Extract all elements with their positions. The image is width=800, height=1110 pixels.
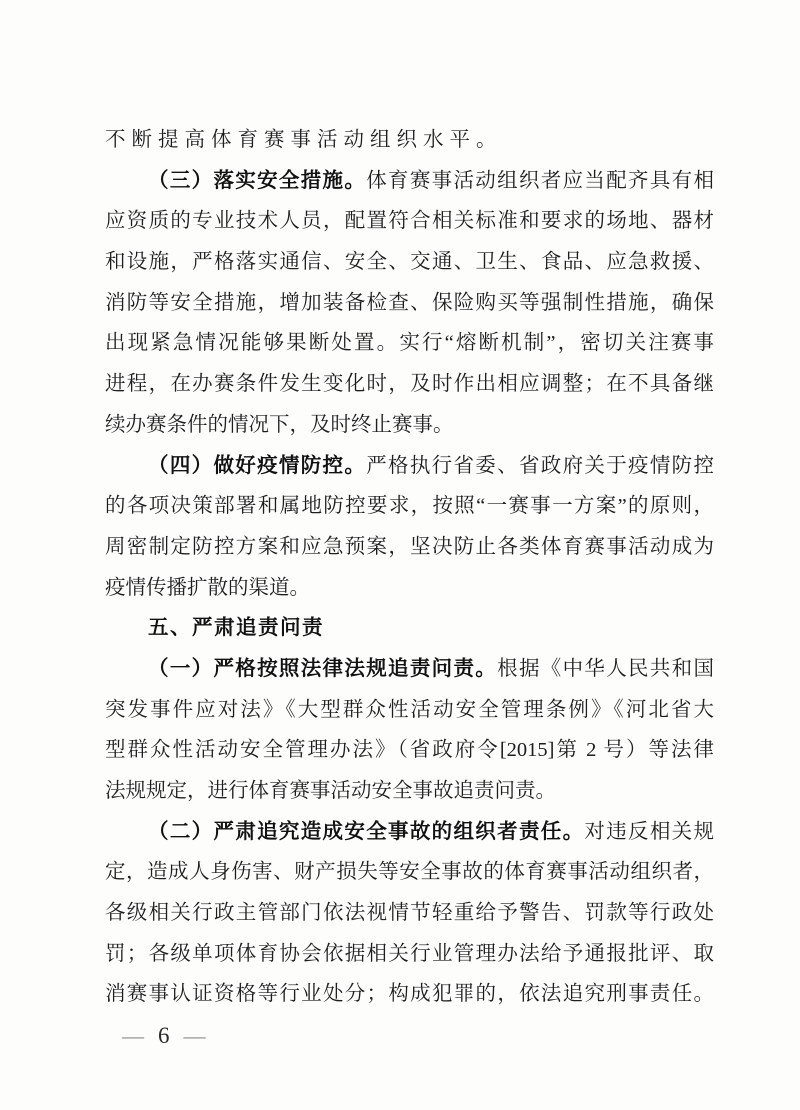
text-run: 消防等安全措施，增加装备检查、保险购买等强制性措施，确保 (105, 291, 714, 314)
page-number: 6 (158, 1023, 170, 1048)
text-line (105, 161, 714, 202)
text-line (105, 812, 714, 853)
bold-text-run: （一）严格按照法律法规追责问责。 (148, 657, 498, 680)
text-line (105, 527, 714, 568)
text-run: 根据《中华人民共和国 (497, 657, 714, 680)
text-run: 法规规定，进行体育赛事活动安全事故追责问责。 (105, 780, 556, 802)
bold-text-run: （四）做好疫情防控。 (148, 454, 367, 477)
footer-dash-right: — (183, 1023, 206, 1048)
text-line (105, 649, 714, 690)
text-run: 出现紧急情况能够果断处置。实行“熔断机制”，密切关注赛事 (105, 332, 714, 355)
text-line (105, 364, 714, 405)
text-line (105, 446, 714, 487)
text-run: 和设施，严格落实通信、安全、交通、卫生、食品、应急救援、 (105, 251, 714, 274)
text-line (105, 852, 714, 893)
text-run: 体育赛事活动组织者应当配齐具有相 (366, 169, 714, 192)
text-run: 突发事件应对法》《大型群众性活动安全管理条例》《河北省大 (105, 698, 714, 721)
text-line (105, 771, 714, 812)
text-line (105, 323, 714, 364)
footer-dash-left: — (122, 1023, 144, 1048)
text-line (105, 893, 714, 934)
text-line (105, 242, 714, 283)
text-line (105, 283, 714, 324)
text-run: 对违反相关规 (584, 820, 714, 843)
text-run: 严格执行省委、省政府关于疫情防控 (366, 454, 714, 477)
text-run: 进程，在办赛条件发生变化时，及时作出相应调整；在不具备继 (105, 373, 714, 396)
text-line (105, 405, 714, 446)
bold-text-run: 五、严肃追责问责 (148, 616, 324, 640)
text-line (105, 568, 714, 609)
text-run: 续办赛条件的情况下，及时终止赛事。 (105, 413, 454, 436)
document-lines (105, 120, 714, 1015)
text-run: 周密制定防控方案和应急预案，坚决防止各类体育赛事活动成为 (105, 535, 714, 558)
text-run: 不断提高体育赛事活动组织水平。 (105, 129, 503, 151)
text-line (105, 730, 714, 771)
text-run: 消赛事认证资格等行业处分；构成犯罪的，依法追究刑事责任。 (105, 983, 714, 1006)
page-footer (122, 1020, 206, 1052)
text-run: 各级相关行政主管部门依法视情节轻重给予警告、罚款等行政处 (105, 902, 714, 925)
bold-text-run: （二）严肃追究造成安全事故的组织者责任。 (148, 820, 585, 843)
text-line (105, 934, 714, 975)
text-run: 疫情传播扩散的渠道。 (105, 576, 310, 599)
text-line (105, 690, 714, 731)
text-line (105, 201, 714, 242)
text-run: 罚；各级单项体育协会依据相关行业管理办法给予通报批评、取 (105, 942, 714, 965)
section-heading (105, 608, 714, 649)
text-line (105, 120, 714, 161)
text-line (105, 974, 714, 1015)
text-run: 型群众性活动安全管理办法》（省政府令[2015]第 2 号）等法律 (105, 739, 714, 762)
text-run: 定，造成人身伤害、财产损失等安全事故的体育赛事活动组织者， (105, 861, 714, 884)
bold-text-run: （三）落实安全措施。 (148, 169, 367, 192)
text-run: 应资质的专业技术人员，配置符合相关标准和要求的场地、器材 (105, 210, 714, 233)
text-line (105, 486, 714, 527)
text-run: 的各项决策部署和属地防控要求，按照“一赛事一方案”的原则， (105, 495, 714, 518)
